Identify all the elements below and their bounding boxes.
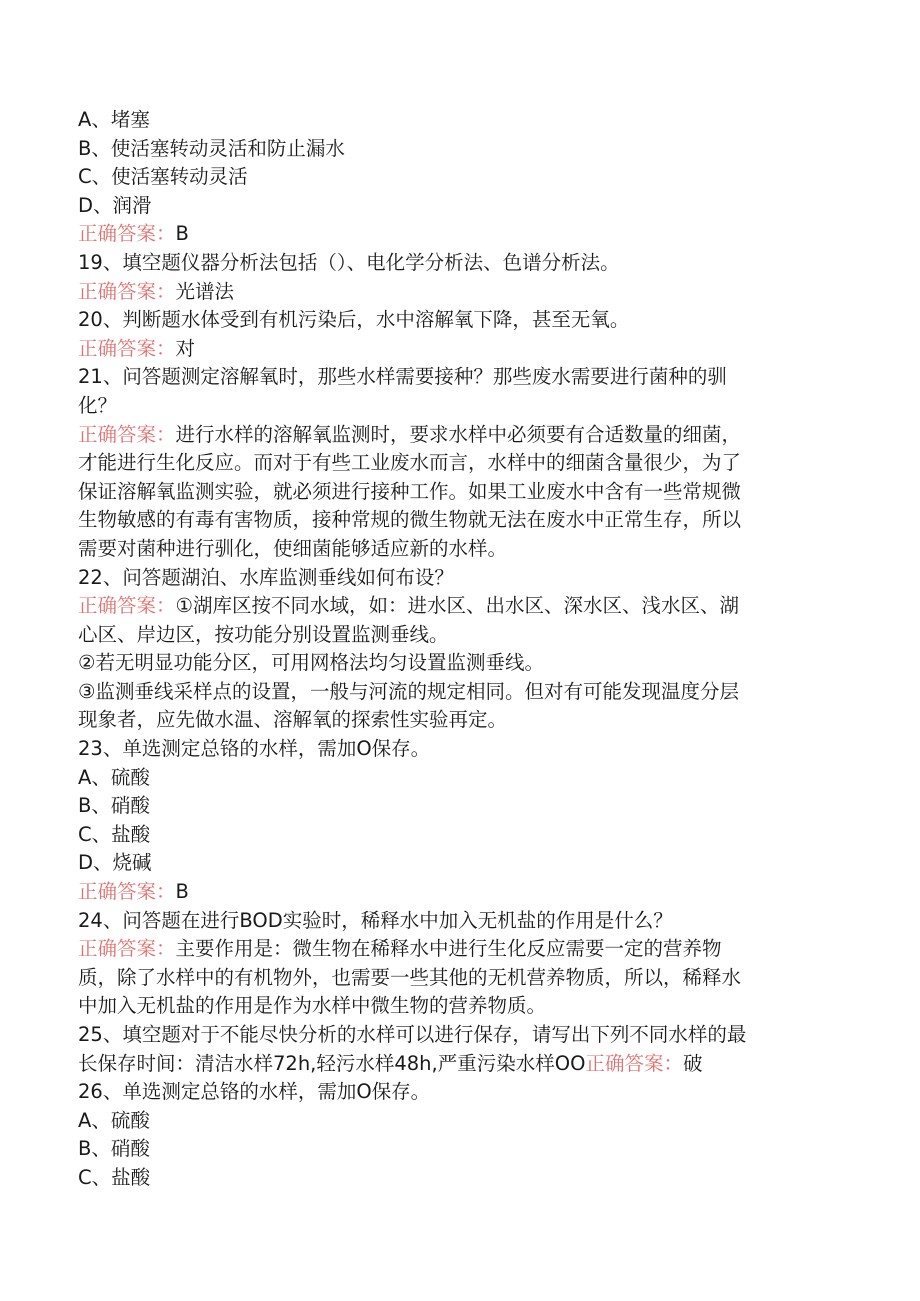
line-text: A、硫酸 bbox=[78, 1108, 150, 1132]
text-line bbox=[78, 678, 848, 707]
answer-line bbox=[78, 935, 848, 964]
text-line bbox=[78, 192, 848, 221]
line-text: ②若无明显功能分区，可用网格法均匀设置监测垂线。 bbox=[78, 651, 544, 675]
text-line bbox=[78, 1107, 848, 1136]
answer-line bbox=[78, 220, 848, 249]
line-text: 19、填空题仪器分析法包括（）、电化学分析法、色谱分析法。 bbox=[78, 250, 620, 274]
line-text: C、使活塞转动灵活 bbox=[78, 165, 248, 189]
text-line bbox=[78, 449, 848, 478]
text-line bbox=[78, 821, 848, 850]
text-line bbox=[78, 1164, 848, 1193]
line-text: 化？ bbox=[78, 393, 118, 417]
line-text: C、盐酸 bbox=[78, 1165, 151, 1189]
text-line bbox=[78, 735, 848, 764]
line-text: 质，除了水样中的有机物外，也需要一些其他的无机营养物质，所以，稀释水 bbox=[78, 965, 742, 989]
line-text: B、硝酸 bbox=[78, 1137, 150, 1161]
text-line bbox=[78, 306, 848, 335]
text-line bbox=[78, 564, 848, 593]
text-line bbox=[78, 363, 848, 392]
answer-label: 正确答案： bbox=[78, 880, 176, 904]
document-page bbox=[78, 106, 848, 1193]
line-text: 23、单选测定总铬的水样，需加O保存。 bbox=[78, 737, 431, 761]
answer-line bbox=[78, 592, 848, 621]
text-line bbox=[78, 649, 848, 678]
text-line bbox=[78, 992, 848, 1021]
text-line bbox=[78, 506, 848, 535]
text-line bbox=[78, 249, 848, 278]
answer-label: 正确答案： bbox=[78, 594, 176, 618]
line-text: A、堵塞 bbox=[78, 108, 150, 131]
answer-line bbox=[78, 335, 848, 364]
text-line bbox=[78, 764, 848, 793]
line-text: 心区、岸边区，按功能分别设置监测垂线。 bbox=[78, 622, 449, 646]
answer-text: 破 bbox=[682, 1051, 703, 1075]
line-text: ③监测垂线采样点的设置，一般与河流的规定相同。但对有可能发现温度分层 bbox=[78, 679, 739, 703]
answer-label: 正确答案： bbox=[78, 422, 176, 446]
answer-text: 进行水样的溶解氧监测时，要求水样中必须要有合适数量的细菌， bbox=[175, 422, 742, 446]
line-text: 长保存时间：清洁水样72h,轻污水样48h,严重污染水样OO bbox=[78, 1051, 586, 1075]
answer-label: 正确答案： bbox=[585, 1051, 683, 1075]
text-line bbox=[78, 1078, 848, 1107]
answer-text: 主要作用是：微生物在稀释水中进行生化反应需要一定的营养物 bbox=[175, 937, 722, 961]
text-line bbox=[78, 1135, 848, 1164]
text-line bbox=[78, 1050, 848, 1079]
text-line bbox=[78, 1021, 848, 1050]
line-text: 21、问答题测定溶解氧时，那些水样需要接种？那些废水需要进行菌种的驯 bbox=[78, 365, 727, 389]
answer-label: 正确答案： bbox=[78, 937, 176, 961]
line-text: 中加入无机盐的作用是作为水样中微生物的营养物质。 bbox=[78, 994, 547, 1018]
line-text: 20、判断题水体受到有机污染后，水中溶解氧下降，甚至无氧。 bbox=[78, 308, 630, 332]
line-text: 才能进行生化反应。而对于有些工业废水而言，水样中的细菌含量很少，为了 bbox=[78, 451, 742, 475]
text-line bbox=[78, 135, 848, 164]
answer-text: 光谱法 bbox=[175, 279, 235, 303]
answer-text: 对 bbox=[175, 336, 196, 360]
line-text: 22、问答题湖泊、水库监测垂线如何布设？ bbox=[78, 565, 454, 589]
line-text: 24、问答题在进行BOD实验时，稀释水中加入无机盐的作用是什么？ bbox=[78, 908, 673, 932]
text-line bbox=[78, 535, 848, 564]
line-text: B、使活塞转动灵活和防止漏水 bbox=[78, 136, 345, 160]
answer-line bbox=[78, 421, 848, 450]
text-line bbox=[78, 792, 848, 821]
text-line bbox=[78, 478, 848, 507]
answer-text: ①湖库区按不同水域，如：进水区、出水区、深水区、浅水区、湖 bbox=[175, 594, 739, 618]
answer-label: 正确答案： bbox=[78, 279, 176, 303]
text-line bbox=[78, 849, 848, 878]
line-text: 保证溶解氧监测实验，就必须进行接种工作。如果工业废水中含有一些常规微 bbox=[78, 479, 742, 503]
line-text: 26、单选测定总铬的水样，需加O保存。 bbox=[78, 1080, 431, 1104]
answer-line bbox=[78, 878, 848, 907]
answer-text: B bbox=[175, 880, 189, 904]
line-text: 现象者，应先做水温、溶解氧的探索性实验再定。 bbox=[78, 708, 508, 732]
line-text: C、盐酸 bbox=[78, 822, 151, 846]
text-line bbox=[78, 392, 848, 421]
text-line bbox=[78, 907, 848, 936]
line-text: D、烧碱 bbox=[78, 851, 152, 875]
text-line bbox=[78, 163, 848, 192]
answer-label: 正确答案： bbox=[78, 222, 176, 246]
line-text: 25、填空题对于不能尽快分析的水样可以进行保存，请写出下列不同水样的最 bbox=[78, 1023, 747, 1046]
line-text: B、硝酸 bbox=[78, 794, 150, 818]
line-text: A、硫酸 bbox=[78, 765, 150, 789]
line-text: 生物敏感的有毒有害物质，接种常规的微生物就无法在废水中正常生存，所以 bbox=[78, 508, 742, 532]
answer-label: 正确答案： bbox=[78, 336, 176, 360]
text-line bbox=[78, 964, 848, 993]
line-text: 需要对菌种进行驯化，使细菌能够适应新的水样。 bbox=[78, 536, 508, 560]
answer-line bbox=[78, 278, 848, 307]
answer-text: B bbox=[175, 222, 189, 246]
text-line bbox=[78, 621, 848, 650]
line-text: D、润滑 bbox=[78, 193, 152, 217]
text-line bbox=[78, 706, 848, 735]
text-line bbox=[78, 106, 848, 135]
